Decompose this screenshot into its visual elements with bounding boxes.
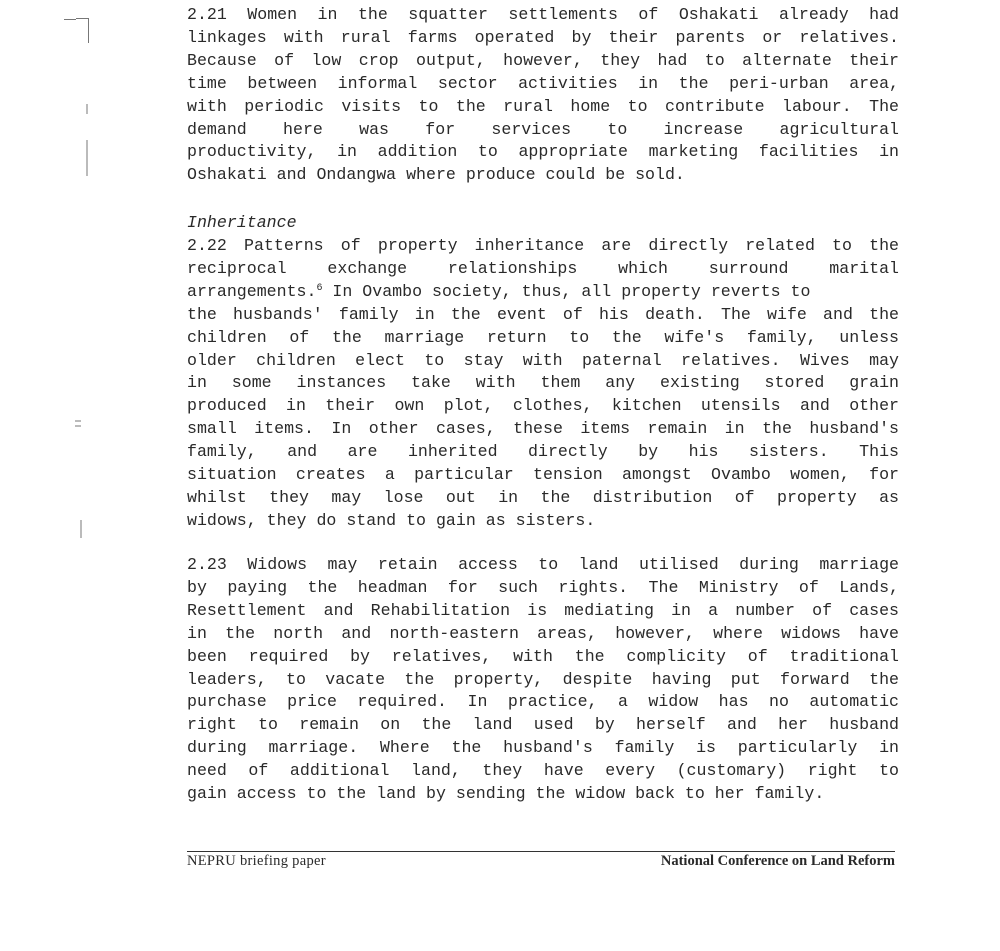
text-line: gain access to the land by sending the widow back to her family. [187,784,825,804]
text-line: 2.21 Women in the squatter settlements of Oshakati already had [187,5,899,24]
text-line: purchase price required. In practice, a widow has no automatic [187,692,899,712]
text-line: children of the marriage return to the wife's family, unless [187,327,899,347]
text-line: time between informal sector activities in the peri-urban area, [187,73,899,93]
text-line: whilst they may lose out in the distribution of property as [187,487,899,507]
footer-left-text: NEPRU briefing paper [187,853,326,869]
text-line: leaders, to vacate the property, despite having put forward the [187,669,899,689]
text-line: family, and are inherited directly by his sisters. This [187,442,899,462]
margin-mark [75,425,81,427]
paragraph-2-23 [187,554,899,806]
text-fragment: arrangements. [187,281,317,301]
margin-mark [75,420,81,422]
paragraph-2-22 [187,235,899,533]
text-line: during marriage. Where the husband's family is particularly in [187,738,899,758]
margin-mark [86,140,88,176]
text-line: been required by relatives, with the complicity of traditional [187,646,899,666]
footer-right-text: National Conference on Land Reform [660,853,895,869]
text-line: 2.23 Widows may retain access to land utilised during marriage [187,555,899,574]
text-line: the husbands' family in the event of his death. The wife and the [187,304,899,324]
text-line: right to remain on the land used by herself and her husband [187,715,899,735]
text-line: productivity, in addition to appropriate marketing facilities in [187,142,899,162]
text-line: linkages with rural farms operated by their parents or relatives. [187,27,899,47]
section-heading-inheritance: Inheritance [187,213,297,232]
margin-bracket-mark [76,18,89,43]
text-line: reciprocal exchange relationships which surround marital [187,258,899,278]
text-line: 2.22 Patterns of property inheritance are directly related to the [187,236,899,255]
paragraph-2-21 [187,4,899,187]
text-line: demand here was for services to increase agricultural [187,119,899,139]
text-line: older children elect to stay with paternal relatives. Wives may [187,350,899,370]
text-line: Because of low crop output, however, they had to alternate their [187,50,899,70]
footer-rule [187,851,895,852]
text-line [187,281,899,304]
text-line: Oshakati and Ondangwa where produce could be sold. [187,165,685,185]
text-line: produced in their own plot, clothes, kitchen utensils and other [187,396,899,416]
text-line: Resettlement and Rehabilitation is mediating in a number of cases [187,600,899,620]
text-line: widows, they do stand to gain as sisters. [187,510,596,530]
text-line: situation creates a particular tension amongst Ovambo women, for [187,465,899,485]
text-fragment: In Ovambo society, thus, all property reverts to [322,281,811,301]
margin-mark [80,520,82,538]
text-line: by paying the headman for such rights. The Ministry of Lands, [187,577,899,597]
text-line: need of additional land, they have every (customary) right to [187,761,899,781]
footnote-reference[interactable]: 6 [316,282,323,294]
text-line: with periodic visits to the rural home to contribute labour. The [187,96,899,116]
text-line: small items. In other cases, these items remain in the husband's [187,419,899,439]
text-line: in some instances take with them any existing stored grain [187,373,899,393]
text-line: in the north and north-eastern areas, however, where widows have [187,623,899,643]
margin-mark [86,104,88,114]
